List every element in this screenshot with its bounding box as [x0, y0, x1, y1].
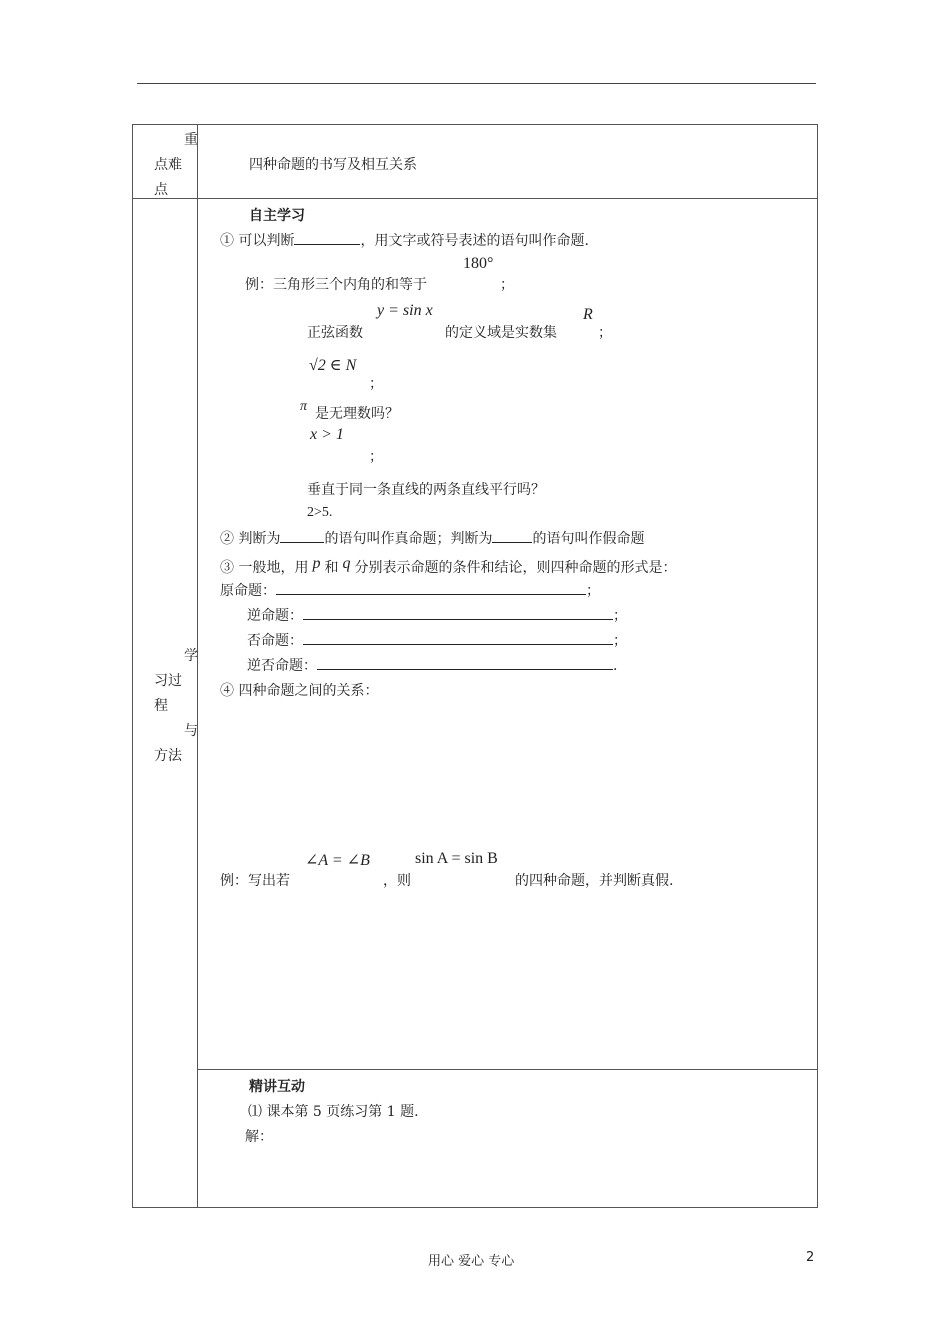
- original-blank: [276, 580, 586, 595]
- example3-math: √2 ∈ N: [309, 357, 357, 374]
- inverse-proposition: 否命题： ；: [247, 630, 627, 650]
- example3-end: ；: [369, 376, 383, 392]
- example4-text: 是无理数吗？: [315, 406, 399, 422]
- key-label-line2: 点难: [154, 157, 182, 173]
- section-divider: [197, 1069, 818, 1070]
- lecture-solution: 解：: [245, 1129, 273, 1145]
- example1-math: 180°: [463, 255, 494, 272]
- key-points-text: 四种命题的书写及相互关系: [249, 157, 417, 173]
- header-rule: [137, 83, 816, 84]
- lecture-title: 精讲互动: [249, 1079, 305, 1095]
- example1-text: 例：三角形三个内角的和等于: [245, 277, 427, 293]
- process-label-line2: 习过: [154, 673, 182, 689]
- example2-mid: 的定义域是实数集: [445, 325, 557, 341]
- example2-math2: R: [583, 306, 593, 323]
- lecture-item1: ⑴ 课本第 5 页练习第 1 题.: [248, 1104, 419, 1120]
- converse-blank: [303, 605, 613, 620]
- item2-blank2: [492, 528, 532, 543]
- example2-text: 正弦函数: [307, 325, 363, 341]
- key-label-line1: 重: [184, 132, 198, 148]
- contrapositive-proposition: 逆否命题： .: [247, 655, 617, 675]
- example8-mid: ，则: [383, 873, 411, 889]
- page-number: 2: [806, 1250, 815, 1265]
- process-label-line1: 学: [184, 648, 198, 664]
- item1: ① 可以判断 ，用文字或符号表述的语句叫作命题.: [220, 230, 589, 250]
- example8-end: 的四种命题，并判断真假.: [515, 873, 674, 889]
- example5-end: ；: [369, 449, 383, 465]
- item3: ③ 一般地，用 p 和 q 分别表示命题的条件和结论，则四种命题的形式是：: [220, 555, 677, 576]
- key-label-line3: 点: [154, 182, 168, 198]
- contrapositive-blank: [317, 655, 613, 670]
- example5-math: x > 1: [310, 426, 344, 443]
- item2-blank1: [280, 528, 324, 543]
- example7: 2>5.: [307, 505, 333, 520]
- example2-end: ；: [598, 325, 612, 341]
- example8-text: 例：写出若: [220, 873, 290, 889]
- converse-proposition: 逆命题： ；: [247, 605, 627, 625]
- inverse-blank: [303, 630, 613, 645]
- process-label-line3: 程: [154, 698, 168, 714]
- footer-motto: 用心 爱心 专心: [428, 1254, 515, 1269]
- process-label-line4: 与: [184, 723, 198, 739]
- item4: ④ 四种命题之间的关系：: [220, 683, 379, 699]
- example1-end: ；: [500, 277, 514, 293]
- example6: 垂直于同一条直线的两条直线平行吗？: [307, 482, 545, 498]
- example2-math: y = sin x: [377, 302, 433, 319]
- process-label-line5: 方法: [154, 748, 182, 764]
- example4-math: π: [300, 399, 308, 414]
- example8-math2: sin A = sin B: [415, 850, 498, 867]
- original-proposition: 原命题： ；: [220, 580, 600, 600]
- example8-math1: ∠A = ∠B: [305, 852, 370, 869]
- self-study-title: 自主学习: [249, 208, 305, 224]
- row-divider: [132, 198, 818, 199]
- item1-blank: [294, 230, 360, 245]
- item2: ② 判断为 的语句叫作真命题；判断为 的语句叫作假命题: [220, 528, 644, 548]
- column-divider: [197, 124, 198, 1208]
